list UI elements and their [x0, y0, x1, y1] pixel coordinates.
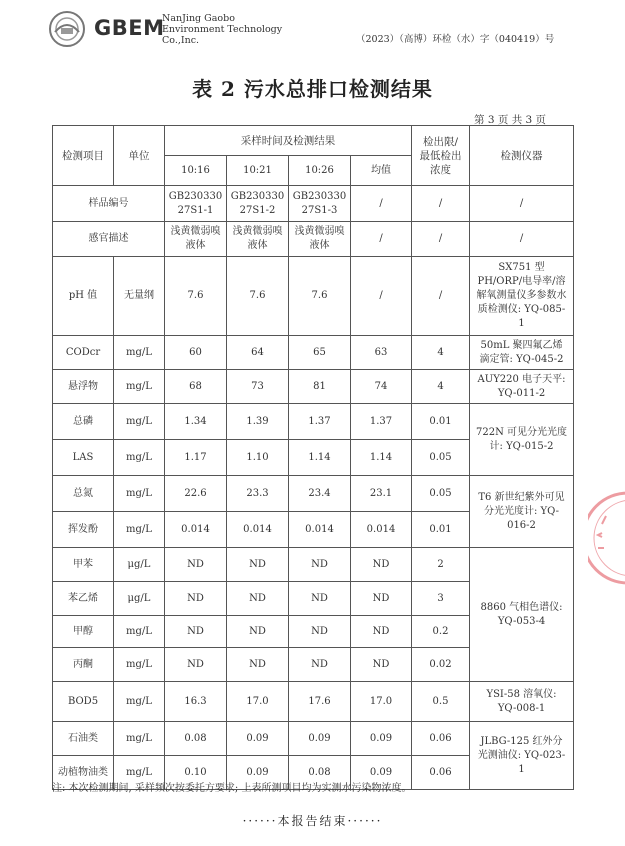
- value-cell: 1.34: [165, 404, 227, 440]
- value-cell: ND: [227, 548, 289, 582]
- header-unit: 单位: [114, 126, 165, 186]
- value-cell: ND: [289, 582, 351, 616]
- item-cell: 甲苯: [53, 548, 114, 582]
- unit-cell: mg/L: [114, 616, 165, 648]
- table-row: [53, 257, 574, 336]
- value-cell: 60: [165, 336, 227, 370]
- results-table: [52, 125, 574, 790]
- value-cell: 0.05: [412, 440, 470, 476]
- value-cell: 0.09: [351, 722, 412, 756]
- item-cell: pH 值: [53, 257, 114, 336]
- value-cell: 17.6: [289, 682, 351, 722]
- value-cell: 0.09: [289, 722, 351, 756]
- sample-no-label: 样品编号: [53, 186, 165, 222]
- item-cell: 苯乙烯: [53, 582, 114, 616]
- value-cell: 7.6: [289, 257, 351, 336]
- value-cell: 16.3: [165, 682, 227, 722]
- sense-cell: 浅黄微弱嗅液体: [227, 222, 289, 257]
- value-cell: ND: [289, 548, 351, 582]
- item-cell: 总磷: [53, 404, 114, 440]
- value-cell: 1.37: [289, 404, 351, 440]
- unit-cell: mg/L: [114, 336, 165, 370]
- value-cell: 23.4: [289, 476, 351, 512]
- value-cell: ND: [165, 582, 227, 616]
- table-row: [53, 336, 574, 370]
- value-cell: 1.17: [165, 440, 227, 476]
- value-cell: 63: [351, 336, 412, 370]
- unit-cell: mg/L: [114, 722, 165, 756]
- value-cell: ND: [351, 616, 412, 648]
- item-cell: 总氮: [53, 476, 114, 512]
- item-cell: 动植物油类: [53, 756, 114, 790]
- value-cell: 17.0: [351, 682, 412, 722]
- time-col: 均值: [351, 156, 412, 186]
- value-cell: 0.09: [227, 722, 289, 756]
- value-cell: 1.14: [289, 440, 351, 476]
- value-cell: 73: [227, 370, 289, 404]
- footnote: 注: 本次检测期间, 采样频次按委托方要求; 上表所测项目均为实测水污染物浓度。: [52, 783, 412, 794]
- value-cell: ND: [351, 548, 412, 582]
- value-cell: ND: [165, 648, 227, 682]
- value-cell: 0.06: [412, 722, 470, 756]
- time-col: 10:26: [289, 156, 351, 186]
- value-cell: 68: [165, 370, 227, 404]
- value-cell: 0.09: [227, 756, 289, 790]
- sense-label: 感官描述: [53, 222, 165, 257]
- report-number: （2023）（高博）环检（水）字（040419）号: [356, 34, 555, 45]
- header-limit: 检出限/最低检出浓度: [412, 126, 470, 186]
- unit-cell: 无量纲: [114, 257, 165, 336]
- value-cell: ND: [289, 648, 351, 682]
- item-cell: LAS: [53, 440, 114, 476]
- value-cell: 0.014: [165, 512, 227, 548]
- value-cell: /: [351, 257, 412, 336]
- value-cell: ND: [351, 582, 412, 616]
- unit-cell: mg/L: [114, 756, 165, 790]
- header-instrument: 检测仪器: [470, 126, 574, 186]
- value-cell: 1.39: [227, 404, 289, 440]
- instrument-cell: 722N 可见分光光度计: YQ-015-2: [470, 404, 574, 476]
- company-logo: [46, 10, 88, 48]
- instrument-cell: AUY220 电子天平: YQ-011-2: [470, 370, 574, 404]
- value-cell: 81: [289, 370, 351, 404]
- value-cell: /: [412, 257, 470, 336]
- value-cell: ND: [289, 616, 351, 648]
- value-cell: 0.014: [227, 512, 289, 548]
- value-cell: 0.014: [289, 512, 351, 548]
- item-cell: 挥发酚: [53, 512, 114, 548]
- instrument-cell: 8860 气相色谱仪: YQ-053-4: [470, 548, 574, 682]
- unit-cell: mg/L: [114, 682, 165, 722]
- table-row: [53, 404, 574, 440]
- value-cell: 17.0: [227, 682, 289, 722]
- value-cell: 1.10: [227, 440, 289, 476]
- unit-cell: mg/L: [114, 404, 165, 440]
- header-sampling: 采样时间及检测结果: [165, 126, 412, 156]
- sample-no: GB23033027S1-2: [227, 186, 289, 222]
- value-cell: ND: [227, 616, 289, 648]
- value-cell: 0.09: [351, 756, 412, 790]
- sample-no: GB23033027S1-3: [289, 186, 351, 222]
- table-row: [53, 722, 574, 756]
- value-cell: 4: [412, 336, 470, 370]
- value-cell: 0.2: [412, 616, 470, 648]
- report-end: ······本报告结束······: [242, 814, 383, 828]
- value-cell: 0.01: [412, 512, 470, 548]
- table-row: [53, 682, 574, 722]
- value-cell: ND: [227, 648, 289, 682]
- value-cell: 0.10: [165, 756, 227, 790]
- value-cell: ND: [227, 582, 289, 616]
- value-cell: 22.6: [165, 476, 227, 512]
- unit-cell: μg/L: [114, 548, 165, 582]
- header-item: 检测项目: [53, 126, 114, 186]
- sense-cell: /: [470, 222, 574, 257]
- instrument-cell: 50mL 聚四氟乙烯滴定管: YQ-045-2: [470, 336, 574, 370]
- value-cell: 0.08: [289, 756, 351, 790]
- table-row: [53, 548, 574, 582]
- table-row: [53, 476, 574, 512]
- unit-cell: mg/L: [114, 370, 165, 404]
- value-cell: 3: [412, 582, 470, 616]
- sample-no: GB23033027S1-1: [165, 186, 227, 222]
- brand-name: GBEM: [94, 16, 165, 40]
- sample-no: /: [470, 186, 574, 222]
- value-cell: 0.01: [412, 404, 470, 440]
- value-cell: 65: [289, 336, 351, 370]
- value-cell: ND: [351, 648, 412, 682]
- page-number: 第 3 页 共 3 页: [474, 114, 547, 126]
- item-cell: 丙酮: [53, 648, 114, 682]
- time-col: 10:21: [227, 156, 289, 186]
- value-cell: 4: [412, 370, 470, 404]
- item-cell: CODcr: [53, 336, 114, 370]
- sense-cell: /: [351, 222, 412, 257]
- value-cell: 0.08: [165, 722, 227, 756]
- instrument-cell: JLBG-125 红外分光测油仪: YQ-023-1: [470, 722, 574, 790]
- item-cell: 石油类: [53, 722, 114, 756]
- sample-no: /: [412, 186, 470, 222]
- unit-cell: mg/L: [114, 440, 165, 476]
- unit-cell: mg/L: [114, 476, 165, 512]
- time-col: 10:16: [165, 156, 227, 186]
- instrument-cell: T6 新世纪紫外可见分光光度计: YQ-016-2: [470, 476, 574, 548]
- company-name: NanJing Gaobo Environment Technology Co.,Inc.: [162, 13, 283, 46]
- table-row: [53, 370, 574, 404]
- value-cell: 23.1: [351, 476, 412, 512]
- item-cell: 悬浮物: [53, 370, 114, 404]
- unit-cell: μg/L: [114, 582, 165, 616]
- seal-stamp: [588, 488, 625, 588]
- value-cell: ND: [165, 616, 227, 648]
- value-cell: 7.6: [227, 257, 289, 336]
- value-cell: 1.37: [351, 404, 412, 440]
- value-cell: 0.5: [412, 682, 470, 722]
- sense-cell: /: [412, 222, 470, 257]
- unit-cell: mg/L: [114, 512, 165, 548]
- value-cell: 23.3: [227, 476, 289, 512]
- sense-cell: 浅黄微弱嗅液体: [289, 222, 351, 257]
- sense-cell: 浅黄微弱嗅液体: [165, 222, 227, 257]
- value-cell: 2: [412, 548, 470, 582]
- value-cell: 0.06: [412, 756, 470, 790]
- value-cell: 0.05: [412, 476, 470, 512]
- item-cell: 甲醇: [53, 616, 114, 648]
- value-cell: 74: [351, 370, 412, 404]
- value-cell: 0.014: [351, 512, 412, 548]
- item-cell: BOD5: [53, 682, 114, 722]
- value-cell: 1.14: [351, 440, 412, 476]
- table-title: 表 2 污水总排口检测结果: [192, 77, 433, 101]
- value-cell: 64: [227, 336, 289, 370]
- unit-cell: mg/L: [114, 648, 165, 682]
- instrument-cell: YSI-58 溶氧仪: YQ-008-1: [470, 682, 574, 722]
- value-cell: 7.6: [165, 257, 227, 336]
- instrument-cell: SX751 型 PH/ORP/电导率/溶解氧测量仪多参数水质检测仪: YQ-085-1: [470, 257, 574, 336]
- value-cell: ND: [165, 548, 227, 582]
- sample-no: /: [351, 186, 412, 222]
- value-cell: 0.02: [412, 648, 470, 682]
